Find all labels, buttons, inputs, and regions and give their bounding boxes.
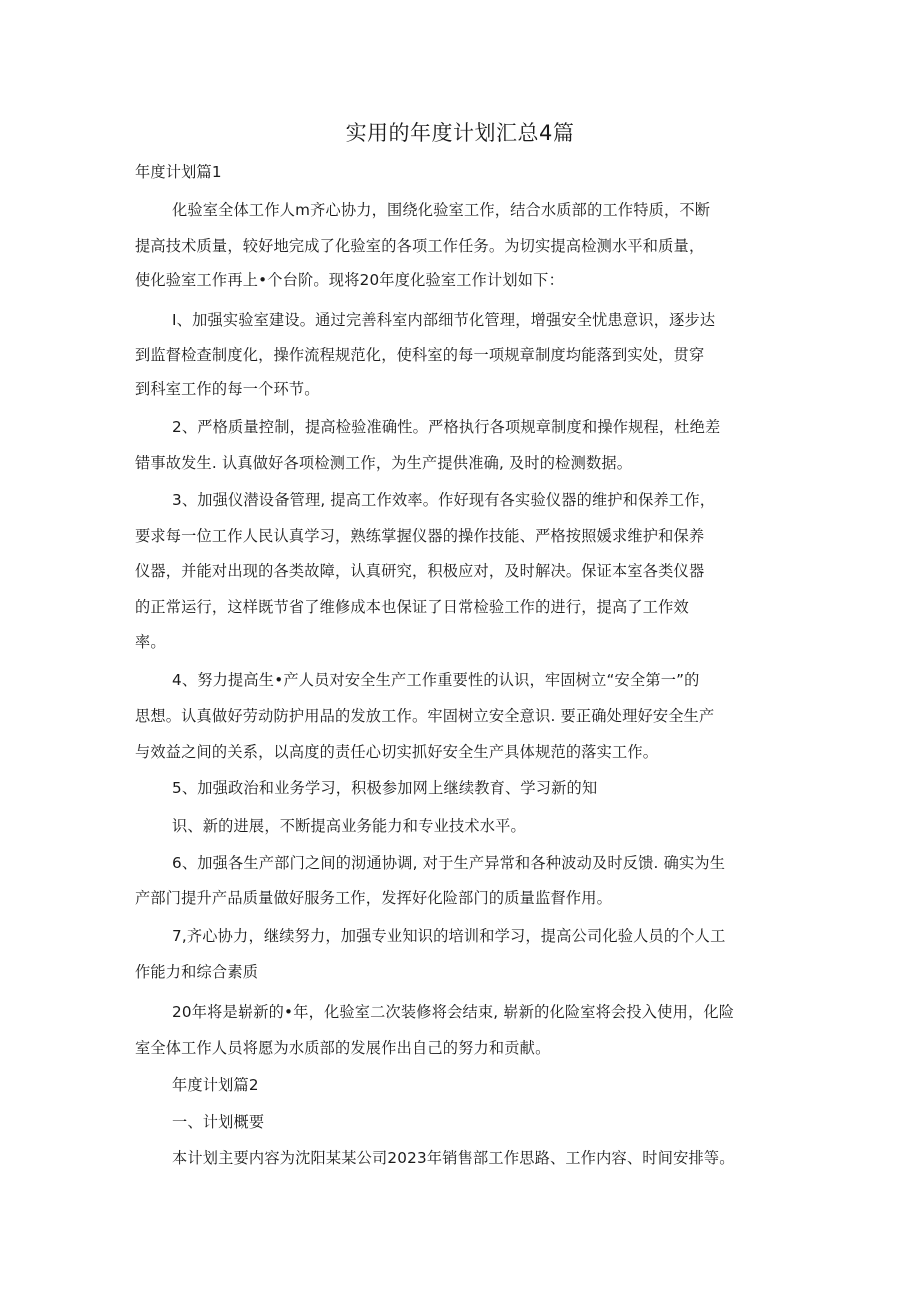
item-4-line: 思想。认真做好劳动防护用品的发放工作。牢固树立安全意识. 要正确处理好安全生产 bbox=[135, 707, 715, 725]
item-6-line: 6、加强各生产部门之间的沏通协调, 对于生产异常和各种波动及时反馈. 确实为生 bbox=[172, 854, 726, 872]
section-heading-1: 年度计划篇1 bbox=[135, 163, 222, 181]
item-2-line: 错事故发生. 认真做好各项检测工作，为生产提供准确, 及时的检测数据。 bbox=[135, 454, 633, 472]
closing-line: 20年将是崭新的•年，化验室二次装修将会结束, 崭新的化险室将会投入使用，化险 bbox=[172, 1003, 735, 1021]
item-7-line: 作能力和综合素质 bbox=[135, 963, 259, 981]
item-3-line: 率。 bbox=[135, 633, 166, 651]
item-3-line: 3、加强仪潜设备管理, 提高工作效率。作好现有各实验仪器的维护和保养工作， bbox=[172, 491, 716, 509]
item-7-line: 7,齐心协力，继续努力，加强专业知识的培训和学习，提高公司化验人员的个人工 bbox=[172, 927, 726, 945]
item-4-line: 4、努力提高生•产人员对安全生产工作重要性的认识，牢固树立“安全第一”的 bbox=[172, 671, 700, 689]
item-1-line: 到监督检查制度化，操作流程规范化，使科室的每一项规章制度均能落到实处，贯穿 bbox=[135, 346, 705, 364]
item-1-line: 到科室工作的每一个环节。 bbox=[135, 380, 320, 398]
item-3-line: 仪器，并能对出现的各类故障，认真研究，积极应对，及时解决。保证本室各类仪器 bbox=[135, 562, 705, 580]
section-heading-2: 年度计划篇2 bbox=[172, 1076, 259, 1094]
item-5-line: 5、加强政治和业务学习，积极参加网上继续教育、学习新的知 bbox=[172, 779, 598, 797]
item-2-line: 2、严格质量控制，提高检验准确性。严格执行各项规章制度和操作规程，杜绝差 bbox=[172, 418, 721, 436]
item-3-line: 的正常运行，这样既节省了维修成本也保证了日常检验工作的进行，提高了工作效 bbox=[135, 598, 689, 616]
section-2-subheading: 一、计划概要 bbox=[172, 1113, 265, 1131]
item-3-line: 要求每一位工作人民认真学习，熟练掌握仪器的操作技能、严格按照媛求维护和保养 bbox=[135, 527, 705, 545]
intro-line: 化验室全体工作人m齐心协力，围绕化验室工作，结合水质部的工作特质，不断 bbox=[172, 201, 711, 219]
item-4-line: 与效益之间的关系，以高度的责任心切实抓好安全生产具体规范的落实工作。 bbox=[135, 743, 659, 761]
section-2-text: 本计划主要内容为沈阳某某公司2023年销售部工作思路、工作内容、时间安排等。 bbox=[172, 1149, 735, 1167]
document-title: 实用的年度计划汇总4篇 bbox=[345, 121, 575, 145]
intro-line: 提高技术质量，较好地完成了化验室的各项工作任务。为切实提高检测水平和质量， bbox=[135, 237, 705, 255]
item-1-line: I、加强实验室建设。通过完善科室内部细节化管理，增强安全忧患意识，逐步达 bbox=[172, 311, 716, 329]
item-5-line: 识、新的进展，不断提高业务能力和专业技术水平。 bbox=[172, 817, 526, 835]
item-6-line: 产部门提升产品质量做好服务工作，发挥好化险部门的质量监督作用。 bbox=[135, 889, 613, 907]
intro-line: 使化验室工作再上•个台阶。现将20年度化验室工作计划如下： bbox=[135, 271, 564, 289]
closing-line: 室全体工作人员将愿为水质部的发展作出自己的努力和贡献。 bbox=[135, 1039, 551, 1057]
